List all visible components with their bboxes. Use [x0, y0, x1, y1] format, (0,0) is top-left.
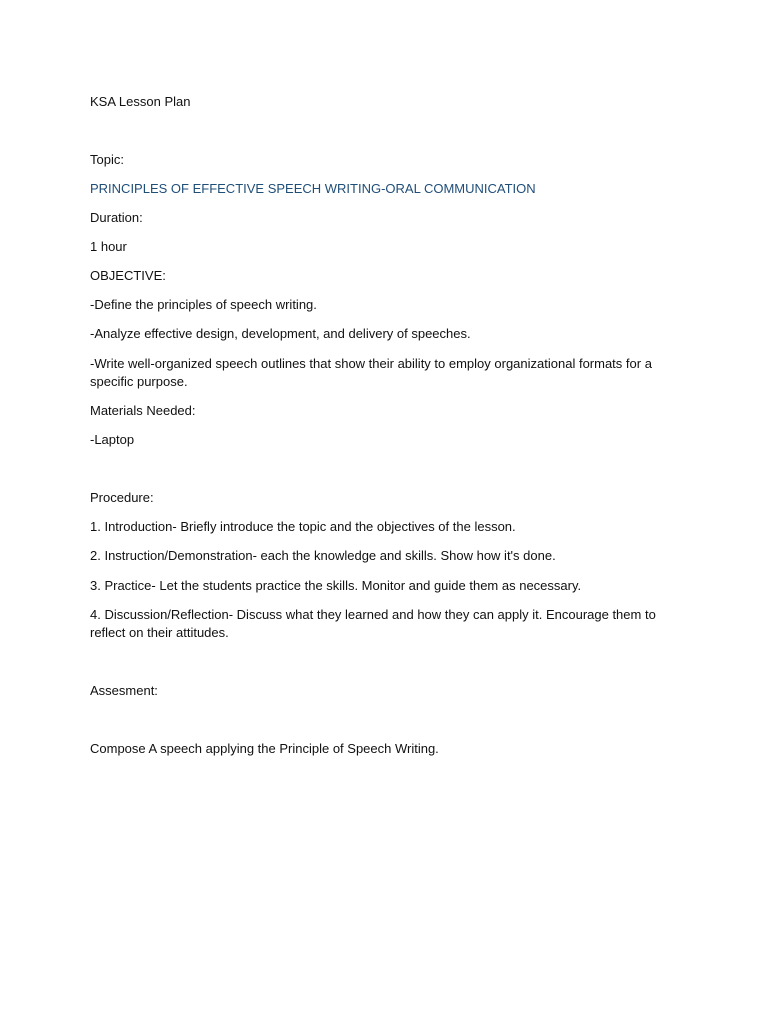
procedure-step: 4. Discussion/Reflection- Discuss what they learned and how they can apply it. Encourage them to reflect on their attitudes.: [90, 607, 656, 640]
duration-value: 1 hour: [90, 239, 127, 254]
objective-item: -Define the principles of speech writing.: [90, 297, 317, 312]
objective-item: -Analyze effective design, development, and delivery of speeches.: [90, 326, 471, 341]
procedure-step: 3. Practice- Let the students practice the skills. Monitor and guide them as necessary.: [90, 578, 582, 593]
procedure-label: Procedure:: [90, 490, 154, 505]
assessment-text: Compose A speech applying the Principle of Speech Writing.: [90, 741, 439, 756]
topic-label: Topic:: [90, 152, 124, 167]
materials-item: -Laptop: [90, 432, 135, 447]
materials-label: Materials Needed:: [90, 403, 196, 418]
duration-label: Duration:: [90, 210, 143, 225]
document-heading: KSA Lesson Plan: [90, 94, 191, 109]
assessment-label: Assesment:: [90, 683, 158, 698]
objective-item: -Write well-organized speech outlines that show their ability to employ organizational formats for a specific purpose.: [90, 356, 652, 389]
topic-value: PRINCIPLES OF EFFECTIVE SPEECH WRITING-ORAL COMMUNICATION: [90, 181, 536, 196]
procedure-step: 1. Introduction- Briefly introduce the topic and the objectives of the lesson.: [90, 519, 516, 534]
objective-label: OBJECTIVE:: [90, 268, 166, 283]
procedure-step: 2. Instruction/Demonstration- each the knowledge and skills. Show how it's done.: [90, 548, 556, 563]
